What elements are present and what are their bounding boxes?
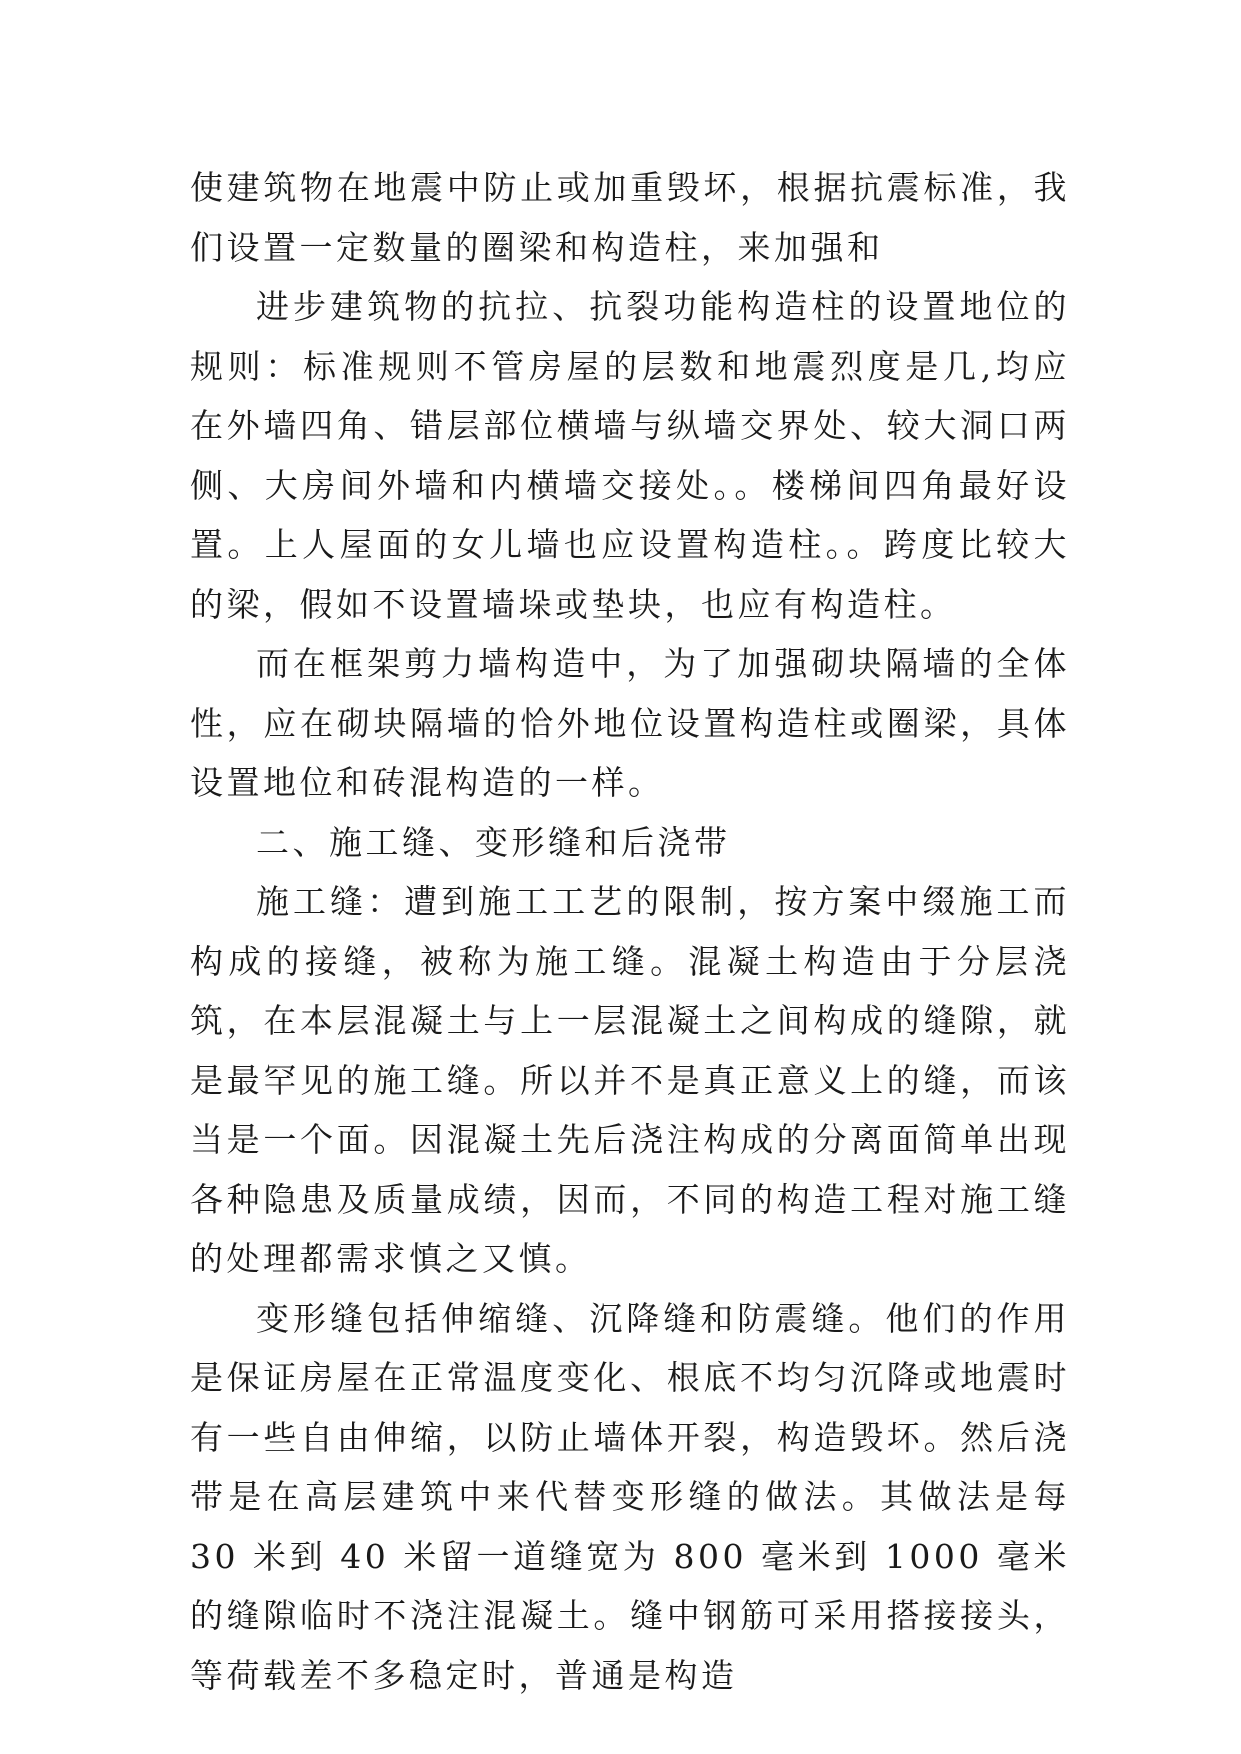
paragraph-3: 而在框架剪力墙构造中，为了加强砌块隔墙的全体性，应在砌块隔墙的恰外地位设置构造柱或圈梁，具体设置地位和砖混构造的一样。	[190, 644, 1070, 802]
document-body	[190, 158, 1070, 1705]
paragraph-2: 进步建筑物的抗拉、抗裂功能构造柱的设置地位的规则：标准规则不管房屋的层数和地震烈度是几,均应在外墙四角、错层部位横墙与纵墙交界处、较大洞口两侧、大房间外墙和内横墙交接处。。楼梯间四角最好设置。上人屋面的女儿墙也应设置构造柱。。跨度比较大的梁，假如不设置墙垛或垫块，也应有构造柱。	[190, 287, 1070, 624]
section-heading: 二、施工缝、变形缝和后浇带	[256, 822, 731, 862]
paragraph-1: 使建筑物在地震中防止或加重毁坏，根据抗震标准，我们设置一定数量的圈梁和构造柱，来加强和	[190, 168, 1070, 267]
paragraph-5: 变形缝包括伸缩缝、沉降缝和防震缝。他们的作用是保证房屋在正常温度变化、根底不均匀沉降或地震时有一些自由伸缩，以防止墙体开裂，构造毁坏。然后浇带是在高层建筑中来代替变形缝的做法。其做法是每 30 米到 40 米留一道缝宽为 800 毫米到 1000 毫米的缝隙临时不浇注混凝土。缝中钢筋可采用搭接接头，等荷载差不多稳定时，普通是构造	[190, 1298, 1070, 1695]
paragraph-4: 施工缝：遭到施工工艺的限制，按方案中缀施工而构成的接缝，被称为施工缝。混凝土构造由于分层浇筑，在本层混凝土与上一层混凝土之间构成的缝隙，就是最罕见的施工缝。所以并不是真正意义上的缝，而该当是一个面。因混凝土先后浇注构成的分离面简单出现各种隐患及质量成绩，因而，不同的构造工程对施工缝的处理都需求慎之又慎。	[190, 882, 1070, 1278]
